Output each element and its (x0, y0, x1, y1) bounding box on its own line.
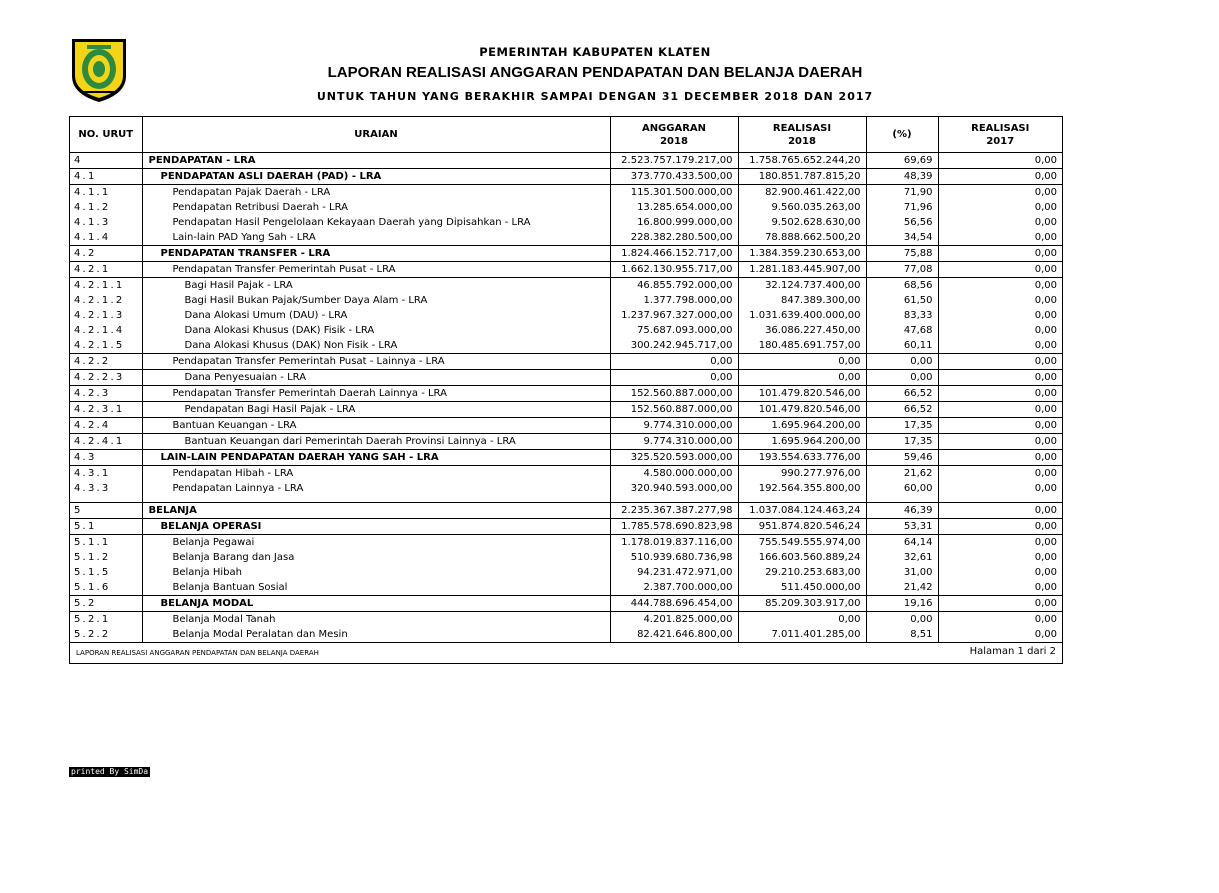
row-realisasi: 0,00 (738, 370, 866, 386)
row-realisasi-prev: 0,00 (1034, 217, 1057, 228)
row-realisasi-prev: 0,00 (938, 434, 1062, 450)
row-anggaran: 4.580.000.000,00 (610, 466, 738, 482)
row-anggaran: 9.774.310.000,00 (610, 434, 738, 450)
row-realisasi-prev: 0,00 (1034, 483, 1057, 494)
row-realisasi: 78.888.662.500,20 (738, 230, 866, 246)
row-percentage: 77,08 (866, 262, 938, 278)
row-realisasi: 101.479.820.546,00 (738, 402, 866, 418)
col-uraian: URAIAN (142, 117, 610, 153)
row-number: 4.2.1.2 (70, 293, 142, 308)
row-number: 5 (70, 503, 142, 519)
row-realisasi: 29.210.253.683,00 (738, 565, 866, 580)
row-percentage: 32,61 (866, 550, 938, 565)
report-title: LAPORAN REALISASI ANGGARAN PENDAPATAN DAN BELANJA DAERAH (327, 64, 863, 81)
row-anggaran: 1.824.466.152.717,00 (610, 246, 738, 262)
row-number: 5.1.5 (70, 565, 142, 580)
row-description: PENDAPATAN TRANSFER - LRA (142, 246, 610, 262)
row-percentage: 34,54 (866, 230, 938, 246)
row-description: PENDAPATAN - LRA (142, 153, 610, 169)
table-row (70, 402, 1062, 418)
row-description: Belanja Barang dan Jasa (142, 550, 610, 565)
row-percentage: 19,16 (866, 596, 938, 612)
row-description: Belanja Hibah (142, 565, 610, 580)
row-number: 5.1.2 (70, 550, 142, 565)
row-percentage: 83,33 (866, 308, 938, 323)
table-row (70, 550, 1062, 565)
row-anggaran: 320.940.593.000,00 (610, 481, 738, 496)
printed-by-stamp: printed By SimDa (71, 767, 149, 776)
table-row (70, 535, 1062, 551)
row-realisasi: 951.874.820.546,24 (738, 519, 866, 535)
row-realisasi: 193.554.633.776,00 (738, 450, 866, 466)
row-number: 5.2 (70, 596, 142, 612)
table-header-row (70, 117, 1062, 153)
row-realisasi: 9.502.628.630,00 (738, 215, 866, 230)
row-percentage: 48,39 (866, 169, 938, 185)
row-realisasi-prev: 0,00 (1034, 340, 1057, 351)
row-realisasi-prev: 0,00 (938, 418, 1062, 434)
table-row (70, 450, 1062, 466)
row-description: Pendapatan Bagi Hasil Pajak - LRA (142, 402, 610, 418)
row-anggaran: 115.301.500.000,00 (610, 185, 738, 201)
row-percentage: 21,62 (866, 466, 938, 482)
row-number: 4.2.1.3 (70, 308, 142, 323)
row-number: 5.1.1 (70, 535, 142, 551)
row-realisasi-prev: 0,00 (938, 246, 1062, 262)
row-number: 4.2 (70, 246, 142, 262)
col-pct: (%) (866, 117, 938, 153)
row-realisasi-prev: 0,00 (938, 185, 1062, 201)
row-number: 4.2.3 (70, 386, 142, 402)
table-row (70, 596, 1062, 612)
row-percentage: 8,51 (866, 627, 938, 642)
row-number: 4.1.2 (70, 200, 142, 215)
row-realisasi-prev: 0,00 (1034, 582, 1057, 593)
row-realisasi-prev: 0,00 (1034, 310, 1057, 321)
row-realisasi: 192.564.355.800,00 (738, 481, 866, 496)
row-anggaran: 152.560.887.000,00 (610, 402, 738, 418)
row-percentage: 21,42 (866, 580, 938, 596)
row-percentage: 75,88 (866, 246, 938, 262)
row-anggaran: 75.687.093.000,00 (610, 323, 738, 338)
table-row (70, 627, 1062, 642)
row-percentage: 60,00 (866, 481, 938, 496)
row-realisasi-prev: 0,00 (1034, 232, 1057, 243)
row-number: 5.1.6 (70, 580, 142, 596)
row-anggaran: 152.560.887.000,00 (610, 386, 738, 402)
row-description: Belanja Modal Peralatan dan Mesin (142, 627, 610, 642)
row-number: 4.3.1 (70, 466, 142, 482)
row-description: Pendapatan Hasil Pengelolaan Kekayaan Daerah yang Dipisahkan - LRA (142, 215, 610, 230)
row-realisasi: 180.851.787.815,20 (738, 169, 866, 185)
footer-report-name: LAPORAN REALISASI ANGGARAN PENDAPATAN DAN BELANJA DAERAH (76, 649, 319, 657)
row-anggaran: 1.237.967.327.000,00 (610, 308, 738, 323)
row-realisasi: 990.277.976,00 (738, 466, 866, 482)
row-anggaran: 4.201.825.000,00 (610, 612, 738, 628)
row-number: 4.3 (70, 450, 142, 466)
row-number: 5.1 (70, 519, 142, 535)
row-percentage: 64,14 (866, 535, 938, 551)
row-realisasi-prev: 0,00 (938, 519, 1062, 535)
row-percentage: 56,56 (866, 215, 938, 230)
row-realisasi-prev: 0,00 (938, 169, 1062, 185)
row-realisasi-prev: 0,00 (938, 450, 1062, 466)
row-realisasi: 7.011.401.285,00 (738, 627, 866, 642)
row-number: 4 (70, 153, 142, 169)
row-percentage: 60,11 (866, 338, 938, 354)
row-anggaran: 444.788.696.454,00 (610, 596, 738, 612)
table-row (70, 153, 1062, 169)
row-realisasi: 1.281.183.445.907,00 (738, 262, 866, 278)
row-anggaran: 9.774.310.000,00 (610, 418, 738, 434)
table-row (70, 466, 1062, 482)
row-description: BELANJA (142, 503, 610, 519)
row-realisasi-prev: 0,00 (938, 535, 1062, 551)
row-description: BELANJA OPERASI (142, 519, 610, 535)
row-realisasi-prev: 0,00 (938, 370, 1062, 386)
table-row (70, 354, 1062, 370)
row-anggaran: 0,00 (610, 354, 738, 370)
table-row (70, 215, 1062, 230)
row-number: 4.2.2.3 (70, 370, 142, 386)
table-row (70, 434, 1062, 450)
row-number: 4.1 (70, 169, 142, 185)
row-realisasi-prev: 0,00 (1034, 567, 1057, 578)
table-row (70, 293, 1062, 308)
table-row (70, 565, 1062, 580)
report-period: UNTUK TAHUN YANG BERAKHIR SAMPAI DENGAN 31 DECEMBER 2018 DAN 2017 (316, 90, 874, 103)
row-number: 4.3.3 (70, 481, 142, 496)
row-description: Pendapatan Pajak Daerah - LRA (142, 185, 610, 201)
row-percentage: 71,90 (866, 185, 938, 201)
row-description: Pendapatan Lainnya - LRA (142, 481, 610, 496)
row-description: Pendapatan Retribusi Daerah - LRA (142, 200, 610, 215)
row-realisasi: 1.695.964.200,00 (738, 434, 866, 450)
row-anggaran: 16.800.999.000,00 (610, 215, 738, 230)
row-realisasi: 511.450.000,00 (738, 580, 866, 596)
row-anggaran: 1.178.019.837.116,00 (610, 535, 738, 551)
row-number: 4.1.3 (70, 215, 142, 230)
row-percentage: 46,39 (866, 503, 938, 519)
row-number: 4.2.1.5 (70, 338, 142, 354)
row-description: Pendapatan Transfer Pemerintah Daerah Lainnya - LRA (142, 386, 610, 402)
row-number: 4.2.1.4 (70, 323, 142, 338)
row-percentage: 17,35 (866, 418, 938, 434)
col-anggaran: ANGGARAN 2018 (610, 117, 738, 153)
table-row (70, 308, 1062, 323)
row-anggaran: 2.387.700.000,00 (610, 580, 738, 596)
row-anggaran: 13.285.654.000,00 (610, 200, 738, 215)
row-description: Bagi Hasil Pajak - LRA (142, 278, 610, 294)
row-realisasi-prev: 0,00 (1034, 325, 1057, 336)
row-description: Belanja Bantuan Sosial (142, 580, 610, 596)
col-realisasi-prev: REALISASI 2017 (938, 117, 1062, 153)
table-row (70, 262, 1062, 278)
government-name: PEMERINTAH KABUPATEN KLATEN (479, 45, 711, 59)
row-realisasi-prev: 0,00 (938, 466, 1062, 482)
row-anggaran: 2.235.367.387.277,98 (610, 503, 738, 519)
row-percentage: 66,52 (866, 386, 938, 402)
row-anggaran: 1.662.130.955.717,00 (610, 262, 738, 278)
row-realisasi: 755.549.555.974,00 (738, 535, 866, 551)
table-row (70, 519, 1062, 535)
row-percentage: 31,00 (866, 565, 938, 580)
row-number: 5.2.1 (70, 612, 142, 628)
row-anggaran: 1.785.578.690.823,98 (610, 519, 738, 535)
row-description: BELANJA MODAL (142, 596, 610, 612)
table-row (70, 481, 1062, 496)
table-row (70, 580, 1062, 596)
row-realisasi-prev: 0,00 (938, 153, 1062, 169)
row-number: 4.1.1 (70, 185, 142, 201)
table-row (70, 386, 1062, 402)
row-realisasi: 32.124.737.400,00 (738, 278, 866, 294)
row-number: 4.2.1 (70, 262, 142, 278)
row-description: Dana Alokasi Khusus (DAK) Fisik - LRA (142, 323, 610, 338)
row-description: Belanja Modal Tanah (142, 612, 610, 628)
table-row (70, 169, 1062, 185)
row-description: PENDAPATAN ASLI DAERAH (PAD) - LRA (142, 169, 610, 185)
row-realisasi: 82.900.461.422,00 (738, 185, 866, 201)
row-anggaran: 373.770.433.500,00 (610, 169, 738, 185)
row-number: 4.2.1.1 (70, 278, 142, 294)
row-anggaran: 510.939.680.736,98 (610, 550, 738, 565)
row-percentage: 0,00 (866, 612, 938, 628)
col-no: NO. URUT (70, 117, 142, 153)
row-description: Belanja Pegawai (142, 535, 610, 551)
row-percentage: 47,68 (866, 323, 938, 338)
row-description: Pendapatan Hibah - LRA (142, 466, 610, 482)
row-anggaran: 300.242.945.717,00 (610, 338, 738, 354)
row-percentage: 53,31 (866, 519, 938, 535)
row-description: Pendapatan Transfer Pemerintah Pusat - Lainnya - LRA (142, 354, 610, 370)
report-table (69, 116, 1063, 664)
row-percentage: 0,00 (866, 354, 938, 370)
row-anggaran: 228.382.280.500,00 (610, 230, 738, 246)
row-realisasi: 1.384.359.230.653,00 (738, 246, 866, 262)
table-row (70, 185, 1062, 201)
row-number: 4.2.4.1 (70, 434, 142, 450)
row-realisasi-prev: 0,00 (1034, 552, 1057, 563)
row-realisasi: 36.086.227.450,00 (738, 323, 866, 338)
table-row (70, 246, 1062, 262)
row-realisasi: 1.037.084.124.463,24 (738, 503, 866, 519)
row-anggaran: 82.421.646.800,00 (610, 627, 738, 642)
row-realisasi: 0,00 (738, 354, 866, 370)
row-description: Lain-lain PAD Yang Sah - LRA (142, 230, 610, 246)
table-footer (70, 642, 1062, 663)
row-realisasi-prev: 0,00 (938, 386, 1062, 402)
row-realisasi: 180.485.691.757,00 (738, 338, 866, 354)
row-realisasi-prev: 0,00 (1034, 295, 1057, 306)
col-realisasi: REALISASI 2018 (738, 117, 866, 153)
row-realisasi: 0,00 (738, 612, 866, 628)
row-percentage: 59,46 (866, 450, 938, 466)
row-realisasi: 1.695.964.200,00 (738, 418, 866, 434)
row-realisasi: 1.758.765.652.244,20 (738, 153, 866, 169)
row-realisasi: 166.603.560.889,24 (738, 550, 866, 565)
row-anggaran: 325.520.593.000,00 (610, 450, 738, 466)
row-realisasi-prev: 0,00 (938, 354, 1062, 370)
row-description: Bantuan Keuangan dari Pemerintah Daerah Provinsi Lainnya - LRA (142, 434, 610, 450)
row-realisasi: 101.479.820.546,00 (738, 386, 866, 402)
row-description: Dana Alokasi Umum (DAU) - LRA (142, 308, 610, 323)
row-realisasi-prev: 0,00 (938, 278, 1062, 294)
row-number: 4.1.4 (70, 230, 142, 246)
row-anggaran: 0,00 (610, 370, 738, 386)
row-anggaran: 1.377.798.000,00 (610, 293, 738, 308)
row-realisasi: 85.209.303.917,00 (738, 596, 866, 612)
row-description: Pendapatan Transfer Pemerintah Pusat - LRA (142, 262, 610, 278)
row-number: 5.2.2 (70, 627, 142, 642)
table-row (70, 418, 1062, 434)
row-description: Bagi Hasil Bukan Pajak/Sumber Daya Alam - LRA (142, 293, 610, 308)
klaten-emblem-icon (69, 36, 129, 104)
row-realisasi: 847.389.300,00 (738, 293, 866, 308)
row-percentage: 0,00 (866, 370, 938, 386)
row-description: LAIN-LAIN PENDAPATAN DAERAH YANG SAH - LRA (142, 450, 610, 466)
table-row (70, 230, 1062, 246)
row-realisasi-prev: 0,00 (1034, 202, 1057, 213)
row-anggaran: 46.855.792.000,00 (610, 278, 738, 294)
row-percentage: 71,96 (866, 200, 938, 215)
row-realisasi-prev: 0,00 (938, 596, 1062, 612)
row-number: 4.2.4 (70, 418, 142, 434)
row-percentage: 66,52 (866, 402, 938, 418)
row-description: Dana Penyesuaian - LRA (142, 370, 610, 386)
table-row (70, 338, 1062, 354)
row-description: Bantuan Keuangan - LRA (142, 418, 610, 434)
row-anggaran: 94.231.472.971,00 (610, 565, 738, 580)
page-number: Halaman 1 dari 2 (969, 646, 1056, 657)
row-percentage: 61,50 (866, 293, 938, 308)
table-row (70, 370, 1062, 386)
table-row (70, 612, 1062, 628)
row-percentage: 68,56 (866, 278, 938, 294)
row-number: 4.2.3.1 (70, 402, 142, 418)
row-realisasi-prev: 0,00 (938, 503, 1062, 519)
row-realisasi-prev: 0,00 (938, 402, 1062, 418)
row-realisasi: 9.560.035.263,00 (738, 200, 866, 215)
row-percentage: 17,35 (866, 434, 938, 450)
table-row (70, 503, 1062, 519)
row-number: 4.2.2 (70, 354, 142, 370)
row-realisasi: 1.031.639.400.000,00 (738, 308, 866, 323)
table-row (70, 200, 1062, 215)
row-realisasi-prev: 0,00 (1034, 629, 1057, 640)
table-row (70, 278, 1062, 294)
row-description: Dana Alokasi Khusus (DAK) Non Fisik - LRA (142, 338, 610, 354)
row-percentage: 69,69 (866, 153, 938, 169)
row-realisasi-prev: 0,00 (938, 612, 1062, 628)
row-realisasi-prev: 0,00 (938, 262, 1062, 278)
row-anggaran: 2.523.757.179.217,00 (610, 153, 738, 169)
table-row (70, 323, 1062, 338)
